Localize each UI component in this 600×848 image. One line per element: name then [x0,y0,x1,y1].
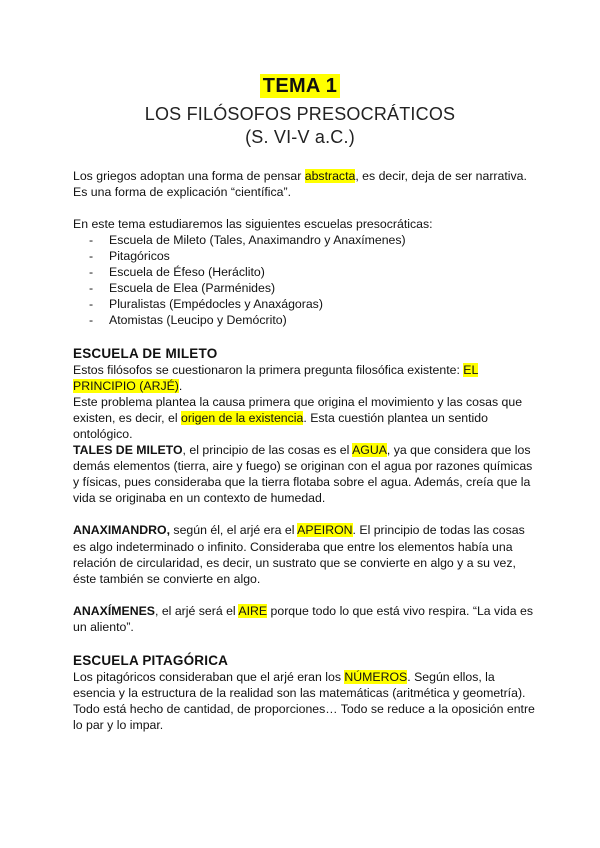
subtitle-line-2: (S. VI-V a.C.) [245,127,355,147]
page-title: TEMA 1 [260,74,340,98]
text: . El principio de todas las cosas [352,523,525,537]
anaximandro-line-4: éste también se convierte en algo. [73,572,261,586]
anaximenes-line-2: un aliento”. [73,620,134,634]
list-item [89,249,170,264]
list-item [89,265,265,280]
text: , es decir, deja de ser narrativa. [355,169,527,183]
list-item-text: Atomistas (Leucipo y Demócrito) [109,313,287,327]
text: porque todo lo que está vivo respira. “La vida es [267,604,534,618]
text: Estos filósofos se cuestionaron la primera pregunta filosófica existente: [73,363,464,377]
text: . Esta cuestión plantea un sentido [303,411,488,425]
dash: - [89,233,94,247]
highlight-origen: origen de la existencia [181,411,304,425]
highlight-principio: PRINCIPIO (ARJÉ) [73,379,179,393]
list-item [89,297,323,312]
list-item [89,281,275,296]
text: . Según ellos, la [407,670,495,684]
list-item [89,233,406,248]
dash: - [89,265,94,279]
highlight-numeros: NÚMEROS [344,670,408,684]
anaximandro-line-2: es algo indeterminado o infinito. Consideraba que entre los elementos había una [73,540,513,554]
pitagorica-line-1 [73,670,495,685]
mileto-p1-line-1 [73,363,478,378]
dash: - [89,281,94,295]
list-item [89,313,287,328]
text: Los pitagóricos consideraban que el arjé eran los [73,670,345,684]
text: , ya que considera que los [386,443,531,457]
mileto-p2-line-3: ontológico. [73,427,133,441]
list-item-text: Pluralistas (Empédocles y Anaxágoras) [109,297,323,311]
pitagorica-line-4: lo par y lo impar. [73,718,164,732]
anaximandro-line-3: relación de circularidad, es decir, un sustrato que se convierte en algo y a su vez, [73,556,516,570]
list-item-text: Escuela de Éfeso (Heráclito) [109,265,265,279]
text: , el principio de las cosas es el [182,443,353,457]
list-item-text: Escuela de Elea (Parménides) [109,281,276,295]
anaximenes-line-1 [73,604,533,619]
dash: - [89,249,94,263]
list-item-text: Pitagóricos [109,249,170,263]
anaximandro-name: ANAXIMANDRO, [73,523,171,537]
text: . [178,379,183,393]
text: existen, es decir, el [73,411,181,425]
intro-line-2: Es una forma de explicación “científica”. [73,185,292,199]
tales-line-2: demás elementos (tierra, aire y fuego) se originan con el agua por razones químicas [73,459,533,473]
tales-line-3: y físicas, pues consideraba que la tierra flotaba sobre el agua. Además, creía que la [73,475,531,489]
subtitle-line-1: LOS FILÓSOFOS PRESOCRÁTICOS [144,104,456,124]
text: Los griegos adoptan una forma de pensar [73,169,305,183]
title-wrap [0,74,600,98]
tales-name: TALES DE MILETO [73,443,183,457]
pitagorica-line-3: Todo está hecho de cantidad, de proporciones… Todo se reduce a la oposición entre [73,702,535,716]
pitagorica-line-2: esencia y la estructura de la realidad son las matemáticas (aritmética y geometría). [73,686,526,700]
highlight-apeiron: APEIRON [297,523,353,537]
anaximenes-name: ANAXÍMENES [73,604,155,618]
mileto-p2-line-2 [73,411,488,426]
section-heading-mileto: ESCUELA DE MILETO [73,346,218,361]
intro-line-1 [73,169,527,184]
tales-line-1 [73,443,530,458]
dash: - [89,313,94,327]
text: según él, el arjé era el [170,523,298,537]
highlight-el: EL [463,363,479,377]
anaximandro-line-1 [73,523,525,538]
highlight-agua: AGUA [352,443,387,457]
dash: - [89,297,94,311]
text: , el arjé será el [155,604,239,618]
mileto-p2-line-1: Este problema plantea la causa primera que origina el movimiento y las cosas que [73,395,523,409]
highlight-aire: AIRE [238,604,268,618]
schools-intro: En este tema estudiaremos las siguientes escuelas presocráticas: [73,217,433,231]
highlight-abstracta: abstracta [304,169,356,183]
list-item-text: Escuela de Mileto (Tales, Anaximandro y Anaxímenes) [109,233,406,247]
mileto-p1-line-2 [73,379,182,394]
tales-line-4: vida se originaba en un contexto de humedad. [73,491,326,505]
section-heading-pitagorica: ESCUELA PITAGÓRICA [73,653,229,668]
